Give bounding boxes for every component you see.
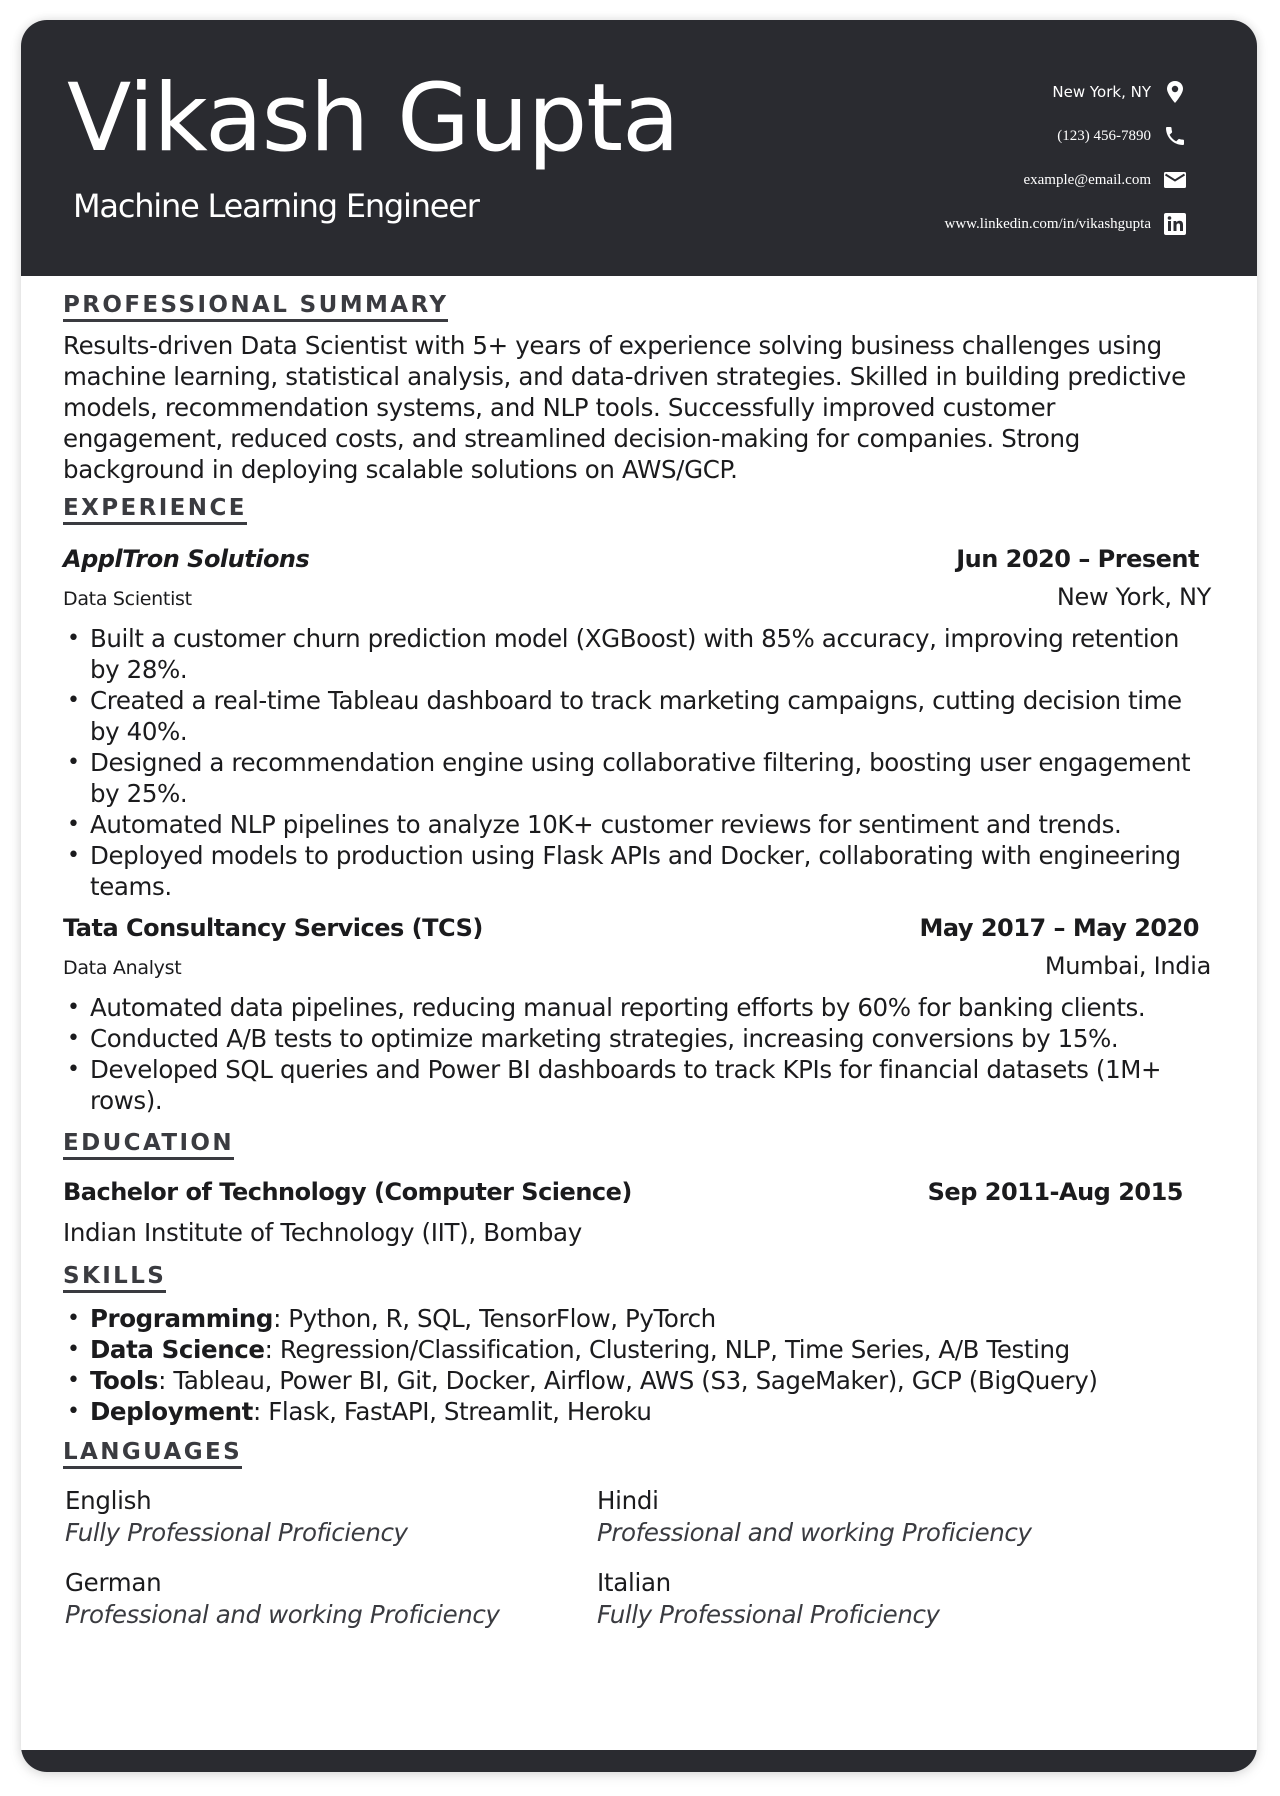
phone-text: (123) 456-7890 <box>1057 127 1151 144</box>
job-company: Tata Consultancy Services (TCS) <box>63 914 483 942</box>
candidate-title: Machine Learning Engineer <box>73 187 479 225</box>
contact-phone <box>945 114 1188 158</box>
bullet-item: • Deployed models to production using Flask APIs and Docker, collaborating with engineering teams. <box>63 840 1203 902</box>
resume-header <box>21 20 1257 276</box>
job-dates: May 2017 – May 2020 <box>919 914 1199 942</box>
job-role: Data Scientist <box>63 588 192 610</box>
bullet-item: • Automated data pipelines, reducing manual reporting efforts by 60% for banking clients. <box>63 992 1203 1023</box>
language-level: Fully Professional Proficiency <box>597 1600 940 1629</box>
education-degree: Bachelor of Technology (Computer Science) <box>63 1178 632 1206</box>
skill-value: : Regression/Classification, Clustering, NLP, Time Series, A/B Testing <box>264 1335 1070 1364</box>
job-entry <box>63 914 1213 1116</box>
contact-list <box>945 70 1188 246</box>
resume-content <box>63 292 1213 1631</box>
linkedin-icon <box>1163 212 1187 236</box>
bullet-item: • Designed a recommendation engine using collaborative filtering, boosting user engagement by 25%. <box>63 747 1203 809</box>
summary-text: Results-driven Data Scientist with 5+ years of experience solving business challenges using machine learning, statistical analysis, and data-driven strategies. Skilled in building predictive models, recommendation systems, and NLP tools. Successfully improved customer engagement, reduced costs, and streamlined decision-making for companies. Strong background in deploying scalable solutions on AWS/GCP. <box>63 331 1186 484</box>
education-dates: Sep 2011-Aug 2015 <box>927 1178 1183 1206</box>
skill-value: : Tableau, Power BI, Git, Docker, Airflow, AWS (S3, SageMaker), GCP (BigQuery) <box>158 1366 1098 1395</box>
language-item <box>65 1485 597 1549</box>
skill-label: Data Science <box>90 1335 265 1364</box>
location-pin-icon <box>1163 80 1187 104</box>
language-level: Professional and working Proficiency <box>597 1518 1032 1547</box>
education-heading: EDUCATION <box>63 1130 234 1160</box>
bullet-item: • Conducted A/B tests to optimize marketing strategies, increasing conversions by 15%. <box>63 1023 1203 1054</box>
job-bullets <box>63 623 1213 902</box>
contact-location <box>945 70 1188 114</box>
language-name: German <box>65 1568 162 1597</box>
skill-label: Tools <box>90 1366 159 1395</box>
languages-section <box>63 1439 1213 1631</box>
job-company: ApplTron Solutions <box>63 545 310 573</box>
language-level: Fully Professional Proficiency <box>65 1518 408 1547</box>
resume-footer-bar <box>21 1750 1257 1772</box>
skill-value: : Flask, FastAPI, Streamlit, Heroku <box>253 1397 652 1426</box>
skill-item <box>63 1396 1203 1427</box>
candidate-name: Vikash Gupta <box>67 64 679 173</box>
summary-heading: PROFESSIONAL SUMMARY <box>63 292 448 322</box>
language-name: English <box>65 1486 152 1515</box>
resume-card <box>21 20 1257 1772</box>
job-dates: Jun 2020 – Present <box>956 545 1199 573</box>
skill-item <box>63 1365 1203 1396</box>
language-name: Italian <box>597 1568 671 1597</box>
experience-heading: EXPERIENCE <box>63 495 247 525</box>
phone-icon <box>1163 124 1187 148</box>
bullet-item: • Automated NLP pipelines to analyze 10K+ customer reviews for sentiment and trends. <box>63 809 1203 840</box>
skill-value: : Python, R, SQL, TensorFlow, PyTorch <box>273 1304 716 1333</box>
education-school: Indian Institute of Technology (IIT), Bombay <box>63 1218 582 1247</box>
language-item <box>597 1485 1129 1549</box>
contact-linkedin <box>945 202 1188 246</box>
language-name: Hindi <box>597 1486 659 1515</box>
bullet-item: • Developed SQL queries and Power BI dashboards to track KPIs for financial datasets (1M+ rows). <box>63 1054 1203 1116</box>
linkedin-text[interactable]: www.linkedin.com/in/vikashgupta <box>944 215 1151 232</box>
email-text[interactable]: example@email.com <box>1023 171 1151 188</box>
skills-section <box>63 1263 1213 1427</box>
summary-section <box>63 292 1213 485</box>
language-level: Professional and working Proficiency <box>65 1600 500 1629</box>
skill-item <box>63 1303 1203 1334</box>
bullet-item: • Built a customer churn prediction model (XGBoost) with 85% accuracy, improving retention by 28%. <box>63 623 1203 685</box>
contact-email <box>945 158 1188 202</box>
language-item <box>597 1567 1129 1631</box>
job-entry <box>63 545 1213 902</box>
skill-label: Programming <box>90 1304 274 1333</box>
skills-list <box>63 1303 1213 1427</box>
job-location: New York, NY <box>1056 583 1211 611</box>
language-item <box>65 1567 597 1631</box>
education-section <box>63 1130 1213 1247</box>
experience-section <box>63 495 1213 1116</box>
skill-item <box>63 1334 1203 1365</box>
email-icon <box>1163 168 1187 192</box>
languages-grid <box>63 1485 1213 1631</box>
bullet-item: • Created a real-time Tableau dashboard to track marketing campaigns, cutting decision time by 40%. <box>63 685 1203 747</box>
skills-heading: SKILLS <box>63 1263 166 1293</box>
job-role: Data Analyst <box>63 957 182 979</box>
job-location: Mumbai, India <box>1044 952 1211 980</box>
languages-heading: LANGUAGES <box>63 1439 242 1469</box>
job-bullets <box>63 992 1213 1116</box>
skill-label: Deployment <box>90 1397 253 1426</box>
location-text: New York, NY <box>1052 83 1151 101</box>
